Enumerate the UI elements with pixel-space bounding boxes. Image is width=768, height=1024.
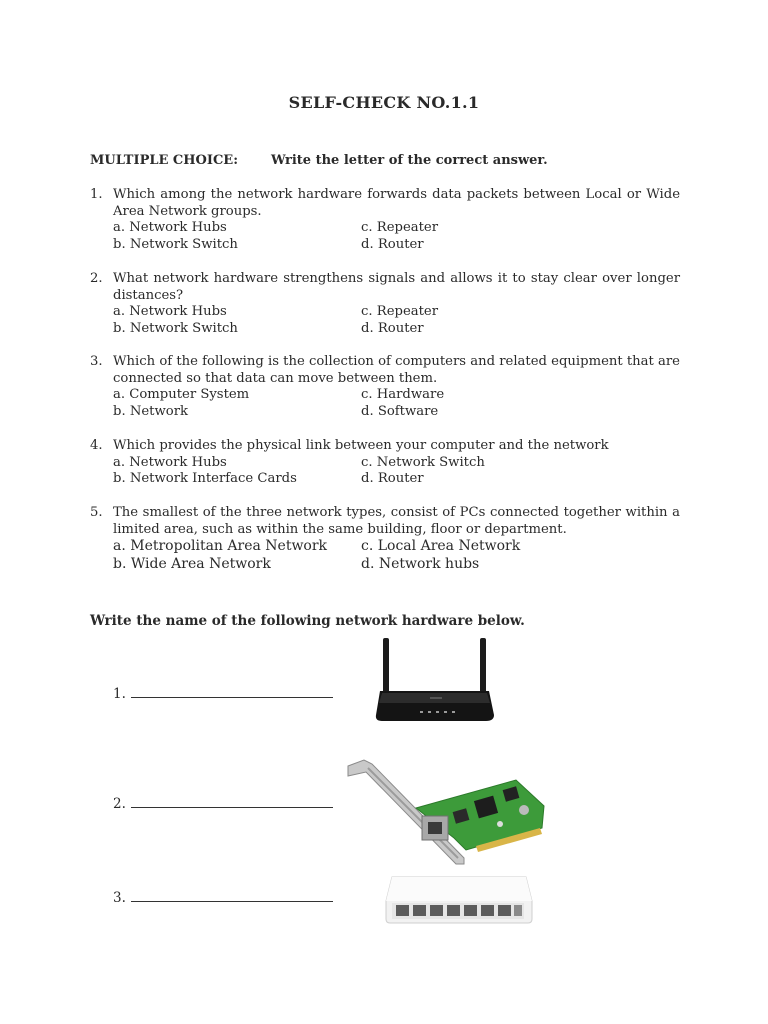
blank-number: 3.: [113, 890, 126, 906]
question-2: [90, 271, 680, 338]
option-d: d. Network hubs: [361, 556, 480, 573]
option-b: b. Network: [113, 404, 188, 420]
question-options: [113, 455, 680, 488]
question-number: 1.: [90, 187, 103, 202]
question-text: Which of the following is the collection of computers and related equipment that are connected so that data can move between them.: [113, 354, 680, 386]
answer-line[interactable]: [131, 888, 333, 902]
option-b: b. Network Interface Cards: [113, 471, 297, 487]
question-text: What network hardware strengthens signals and allows it to stay clear over longer distances?: [113, 271, 680, 303]
network-interface-card-image-icon: [346, 758, 546, 866]
option-a: a. Network Hubs: [113, 454, 227, 470]
option-a: a. Computer System: [113, 387, 250, 403]
question-number: 4.: [90, 438, 103, 453]
question-text: The smallest of the three network types, consist of PCs connected together within a limited area, such as within the same building, floor or department.: [113, 505, 680, 537]
question-number: 2.: [90, 271, 103, 286]
option-d: d. Router: [361, 321, 424, 337]
question-number: 5.: [90, 505, 103, 520]
question-options: [113, 220, 680, 253]
option-b: b. Wide Area Network: [113, 556, 271, 573]
multiple-choice-label: MULTIPLE CHOICE:: [90, 153, 239, 168]
option-c: c. Local Area Network: [361, 538, 521, 555]
question-4: [90, 438, 680, 488]
answer-line[interactable]: [131, 794, 333, 808]
answer-blank-3: [113, 888, 333, 906]
question-number: 3.: [90, 354, 103, 369]
question-text: Which provides the physical link between your computer and the network: [113, 438, 609, 453]
question-options: [113, 538, 680, 574]
question-5: [90, 505, 680, 574]
section-heading: Write the name of the following network hardware below.: [90, 613, 525, 629]
option-c: c. Hardware: [361, 387, 445, 403]
answer-blank-1: [113, 684, 333, 702]
option-d: d. Router: [361, 471, 424, 487]
option-c: c. Repeater: [361, 220, 439, 236]
option-c: c. Network Switch: [361, 454, 485, 470]
option-a: a. Network Hubs: [113, 304, 227, 320]
answer-blank-2: [113, 794, 333, 812]
option-d: d. Router: [361, 237, 424, 253]
blank-number: 2.: [113, 796, 126, 812]
multiple-choice-instruction: Write the letter of the correct answer.: [271, 153, 548, 168]
option-c: c. Repeater: [361, 304, 439, 320]
option-a: a. Metropolitan Area Network: [113, 538, 328, 555]
question-options: [113, 304, 680, 337]
option-a: a. Network Hubs: [113, 220, 227, 236]
option-b: b. Network Switch: [113, 237, 238, 253]
option-b: b. Network Switch: [113, 321, 238, 337]
multiple-choice-header: [90, 153, 548, 168]
option-d: d. Software: [361, 404, 439, 420]
router-image-icon: [372, 633, 497, 725]
question-text: Which among the network hardware forwards data packets between Local or Wide Area Network groups.: [113, 187, 680, 219]
question-options: [113, 387, 680, 420]
blank-number: 1.: [113, 686, 126, 702]
question-3: [90, 354, 680, 421]
answer-line[interactable]: [131, 684, 333, 698]
page-title: SELF-CHECK NO.1.1: [288, 93, 480, 112]
network-switch-image-icon: [384, 875, 534, 927]
question-1: [90, 187, 680, 254]
